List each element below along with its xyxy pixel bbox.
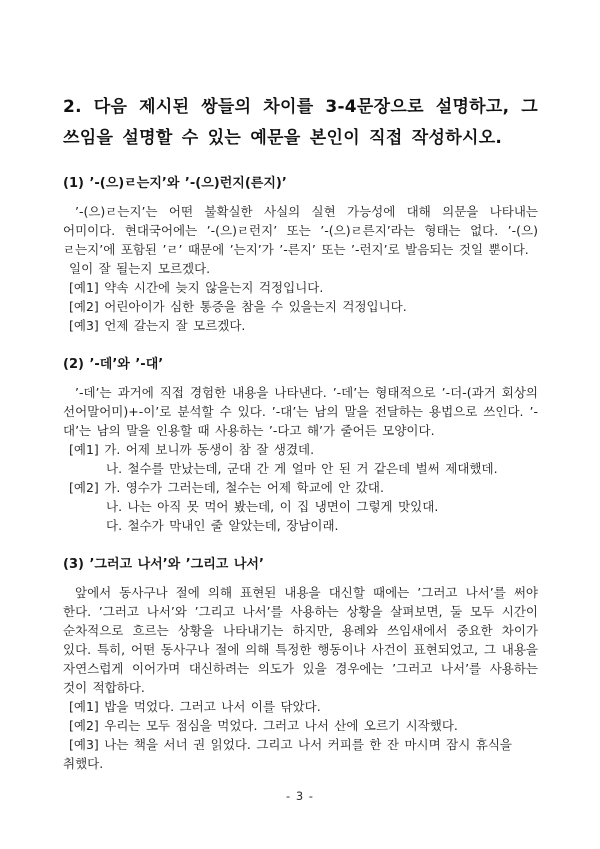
section-3 — [63, 555, 538, 773]
section-2-example-1b: 나. 철수를 만났는데, 군대 간 게 얼마 안 된 거 같은데 벌써 제대했데. — [106, 461, 498, 476]
section-1-intro-example: 일이 잘 될는지 모르겠다. — [69, 261, 211, 276]
section-2 — [63, 355, 538, 535]
section-1 — [63, 174, 538, 335]
section-1-paragraph: ’-(으)ㄹ는지’는 어떤 불확실한 사실의 실현 가능성에 대해 의문을 나타내는 어미이다. 현대국어에는 ’-(으)ㄹ런지’ 또는 ’-(으)ㄹ른지’라는 형태는 없다. ’-(으)ㄹ는지’에 포함된 ’ㄹ’ 때문에 ’는지’가 ’-른지’ 또는 ’-런지’로 발음되는 것일 뿐이다. — [63, 204, 538, 257]
page-title: 2. 다음 제시된 쌍들의 차이를 3-4문장으로 설명하고, 그 쓰임을 설명할 수 있는 예문을 본인이 직접 작성하시오. — [63, 97, 538, 148]
section-1-example-3: [예3] 언제 갈는지 잘 모르겠다. — [69, 318, 246, 333]
section-2-example-2c: 다. 철수가 막내인 줄 알았는데, 장남이래. — [106, 518, 339, 533]
section-3-example-2: [예2] 우리는 모두 점심을 먹었다. 그러고 나서 산에 오르기 시작했다. — [69, 718, 458, 733]
section-2-example-2a: [예2] 가. 영수가 그러는데, 철수는 어제 학교에 안 갔대. — [69, 480, 384, 495]
section-3-example-1: [예1] 밥을 먹었다. 그러고 나서 이를 닦았다. — [69, 699, 321, 714]
section-2-example-2b: 나. 나는 아직 못 먹어 봤는데, 이 집 냉면이 그렇게 맛있대. — [106, 499, 439, 514]
page-number: - 3 - — [286, 789, 314, 803]
section-3-example-3: [예3] 나는 책을 서너 권 읽었다. 그리고 나서 커피를 한 잔 마시며 잠시 휴식을 취했다. — [63, 737, 513, 771]
section-3-paragraph: 앞에서 동사구나 절에 의해 표현된 내용을 대신할 때에는 ’그러고 나서’를 써야 한다. ’그러고 나서’와 ’그리고 나서’를 사용하는 상황을 살펴보면, 둘 모두 시간이 순차적으로 흐르는 상황을 나타내기는 하지만, 용례와 쓰임새에서 중요한 차이가 있다. 특히, 어떤 동사구나 절에 의해 특정한 행동이나 사건이 표현되었고, 그 내용을 자연스럽게 이어가며 대신하려는 의도가 있을 경우에는 ’그러고 나서’를 사용하는 것이 적합하다. — [63, 585, 538, 695]
section-2-example-1a: [예1] 가. 어제 보니까 동생이 참 잘 생겼데. — [69, 442, 315, 457]
section-1-heading: (1) ’-(으)ㄹ는지’와 ’-(으)런지(른지)’ — [63, 176, 287, 191]
section-1-example-1: [예1] 약속 시간에 늦지 않을는지 걱정입니다. — [69, 280, 324, 295]
section-3-heading: (3) ’그러고 나서’와 ’그리고 나서’ — [63, 557, 264, 572]
section-1-example-2: [예2] 어린아이가 심한 통증을 참을 수 있을는지 걱정입니다. — [69, 299, 407, 314]
section-2-heading: (2) ’-데’와 ’-대’ — [63, 357, 164, 372]
section-2-paragraph: ’-데’는 과거에 직접 경험한 내용을 나타낸다. ’-데’는 형태적으로 ’-더-(과거 회상의 선어말어미)+-이’로 분석할 수 있다. ’-대’는 남의 말을 전달하는 용법으로 쓰인다. ’-대’는 남의 말을 인용할 때 사용하는 ’-다고 해’가 줄어든 모양이다. — [63, 385, 538, 438]
